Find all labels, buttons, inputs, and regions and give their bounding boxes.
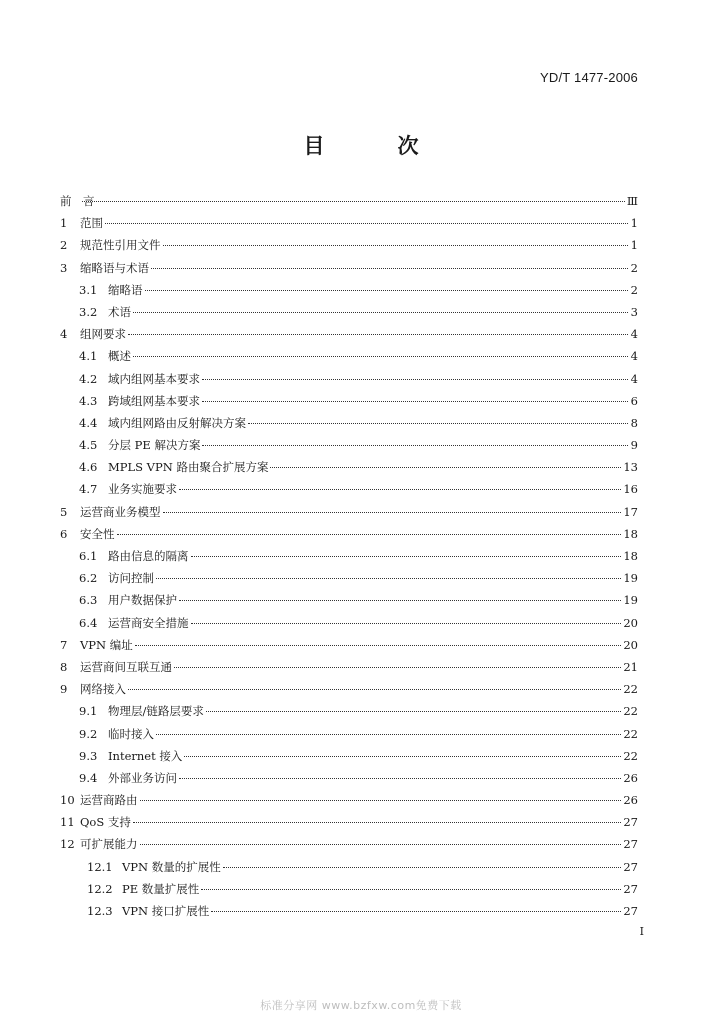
toc-entry-number: 9.2	[79, 726, 98, 741]
toc-entry-heading	[79, 615, 189, 631]
toc-dot-leader	[128, 334, 628, 335]
toc-entry-number: 12.1	[87, 859, 113, 874]
toc-entry-page: 1	[630, 238, 638, 253]
toc-dot-leader	[133, 312, 628, 313]
toc-entry-page: 18	[623, 549, 638, 563]
toc-entry-title: 物理层/链路层要求	[108, 704, 204, 719]
toc-entry-heading	[79, 348, 131, 364]
toc-entry-title: 运营商安全措施	[108, 615, 189, 630]
toc-entry-title: 缩略语与术语	[80, 260, 149, 275]
toc-entry	[60, 903, 638, 925]
toc-entry-page: 19	[623, 571, 638, 586]
toc-dot-leader	[163, 512, 622, 513]
toc-dot-leader	[156, 734, 621, 735]
toc-entry-heading	[79, 304, 131, 320]
toc-entry-number: 9	[60, 682, 68, 697]
toc-entry-number: 10	[60, 793, 75, 808]
toc-entry-heading	[60, 237, 161, 253]
toc-dot-leader	[248, 423, 628, 424]
toc-entry-title: PE 数量扩展性	[122, 881, 200, 896]
toc-entry	[60, 260, 638, 282]
toc-entry-number: 12	[60, 837, 75, 852]
toc-entry	[60, 548, 638, 570]
toc-entry	[60, 459, 638, 481]
toc-entry	[60, 504, 638, 526]
toc-entry	[60, 881, 638, 903]
toc-entry-title: 规范性引用文件	[80, 238, 161, 253]
toc-entry-page: 27	[623, 904, 638, 918]
toc-dot-leader	[202, 379, 628, 380]
toc-entry-page: 20	[623, 637, 638, 652]
toc-entry-page: 13	[623, 460, 638, 475]
toc-entry	[60, 481, 638, 503]
toc-entry-number: 9.1	[79, 704, 98, 719]
toc-dot-leader	[133, 822, 621, 823]
toc-entry-number: 8	[60, 659, 68, 674]
toc-entry-title: 访问控制	[108, 571, 154, 586]
toc-entry-page: 9	[630, 438, 638, 453]
toc-entry	[60, 348, 638, 370]
toc-entry-number: 12.3	[87, 904, 113, 918]
toc-entry-number: 4.2	[79, 371, 98, 386]
toc-entry-number: 前 言	[60, 194, 95, 208]
toc-entry-page: 4	[630, 349, 638, 364]
toc-entry	[60, 615, 638, 637]
toc-entry-heading	[60, 836, 138, 852]
toc-entry-title: 运营商业务模型	[80, 504, 161, 519]
toc-entry	[60, 193, 638, 215]
toc-dot-leader	[191, 556, 622, 557]
toc-entry-number: 4.1	[79, 349, 98, 364]
toc-entry-page: 27	[623, 859, 638, 874]
toc-entry	[60, 770, 638, 792]
toc-entry-page: 3	[630, 304, 638, 319]
toc-entry	[60, 215, 638, 237]
toc-entry-page: 17	[623, 504, 638, 519]
toc-dot-leader	[151, 268, 628, 269]
toc-entry	[60, 237, 638, 259]
toc-entry-title: QoS 支持	[80, 815, 131, 830]
toc-entry-title: MPLS VPN 路由聚合扩展方案	[108, 460, 269, 475]
toc-dot-leader	[206, 711, 621, 712]
toc-entry-number: 6.2	[79, 571, 98, 586]
toc-dot-leader	[223, 867, 622, 868]
toc-entry	[60, 836, 638, 858]
toc-entry-number: 6.1	[79, 549, 98, 563]
toc-entry-page: 6	[630, 393, 638, 408]
toc-entry-page: 1	[630, 216, 638, 231]
toc-dot-leader	[191, 623, 622, 624]
toc-entry-heading	[79, 415, 246, 431]
toc-dot-leader	[202, 445, 628, 446]
toc-dot-leader	[140, 800, 622, 801]
toc-entry-title: 域内组网路由反射解决方案	[108, 415, 246, 430]
toc-entry-number: 6	[60, 526, 68, 541]
toc-entry-heading	[87, 881, 199, 897]
toc-entry-heading	[60, 193, 95, 209]
toc-entry-heading	[60, 681, 126, 697]
toc-entry-title: Internet 接入	[108, 748, 183, 763]
toc-entry-title: 业务实施要求	[108, 482, 177, 497]
toc-entry	[60, 304, 638, 326]
toc-entry-heading	[79, 570, 154, 586]
toc-entry-page: 2	[630, 260, 638, 275]
toc-entry-title: 组网要求	[80, 327, 126, 342]
toc-entry-number: 7	[60, 637, 68, 652]
toc-entry-heading	[79, 459, 268, 475]
toc-entry-title: 术语	[108, 304, 131, 319]
toc-dot-leader	[133, 356, 628, 357]
toc-entry-number: 4	[60, 327, 68, 342]
toc-entry-number: 3.1	[79, 282, 98, 297]
toc-entry-heading	[60, 504, 161, 520]
page-number: I	[639, 925, 644, 938]
toc-dot-leader	[135, 645, 622, 646]
toc-dot-leader	[174, 667, 621, 668]
toc-entry-heading	[79, 481, 177, 497]
toc-entry-heading	[79, 437, 200, 453]
toc-entry-heading	[60, 792, 138, 808]
toc-entry-title: 域内组网基本要求	[108, 371, 200, 386]
watermark: 标准分享网 www.bzfxw.com免费下载	[260, 999, 462, 1012]
toc-entry-title: 可扩展能力	[80, 837, 138, 852]
toc-entry-number: 11	[60, 815, 75, 830]
toc-entry-heading	[60, 526, 115, 542]
toc-entry-page: 8	[630, 415, 638, 430]
toc-entry-number: 6.4	[79, 615, 98, 630]
toc-entry-number: 5	[60, 504, 68, 519]
toc-entry-number: 9.4	[79, 770, 98, 785]
toc-entry-heading	[79, 548, 189, 564]
toc-entry-heading	[79, 371, 200, 387]
toc-entry	[60, 570, 638, 592]
toc-entry-heading	[79, 703, 204, 719]
toc-entry-page: 19	[623, 593, 638, 608]
toc-entry-page: 20	[623, 615, 638, 630]
toc-entry-number: 1	[60, 216, 68, 231]
toc-entry-page: 16	[623, 482, 638, 497]
toc-entry-title: 分层 PE 解决方案	[108, 438, 201, 453]
toc-dot-leader	[201, 889, 621, 890]
toc-entry-title: 运营商路由	[80, 793, 138, 808]
toc-entry-number: 3.2	[79, 304, 98, 319]
toc-entry-page: 18	[623, 526, 638, 541]
toc-entry-heading	[79, 592, 177, 608]
toc-entry	[60, 792, 638, 814]
toc-entry-page: 26	[623, 793, 638, 808]
toc-dot-leader	[179, 778, 621, 779]
toc-entry-title: 安全性	[80, 526, 115, 541]
toc-entry-page: 27	[623, 815, 638, 830]
toc-entry-heading	[87, 859, 221, 875]
toc-entry-title: 运营商间互联互通	[80, 659, 172, 674]
toc-entry	[60, 526, 638, 548]
toc-dot-leader	[184, 756, 621, 757]
toc-entry	[60, 814, 638, 836]
toc-dot-leader	[82, 201, 625, 202]
toc-entry-page: 22	[623, 704, 638, 719]
toc-entry-heading	[79, 770, 177, 786]
toc-entry-heading	[60, 637, 133, 653]
toc-entry-number: 12.2	[87, 881, 113, 896]
toc-dot-leader	[117, 534, 622, 535]
toc-entry-page: 27	[623, 881, 638, 896]
toc-entry	[60, 326, 638, 348]
toc-entry-page: 4	[630, 371, 638, 386]
toc-entry	[60, 659, 638, 681]
toc-entry-number: 6.3	[79, 593, 98, 608]
toc-dot-leader	[179, 489, 621, 490]
toc-entry-page: 4	[630, 327, 638, 342]
toc-entry-number: 4.6	[79, 460, 98, 475]
toc-entry-title: VPN 编址	[80, 637, 133, 652]
table-of-contents	[60, 193, 638, 925]
toc-entry-title: 跨域组网基本要求	[108, 393, 200, 408]
toc-entry-title: 临时接入	[108, 726, 154, 741]
toc-dot-leader	[270, 467, 621, 468]
toc-entry-page: 22	[623, 748, 638, 763]
toc-entry-heading	[60, 215, 103, 231]
toc-entry-number: 4.3	[79, 393, 98, 408]
toc-entry-title: 路由信息的隔离	[108, 549, 189, 563]
toc-entry	[60, 282, 638, 304]
toc-entry-title: 概述	[108, 349, 131, 364]
toc-entry	[60, 592, 638, 614]
toc-entry-heading	[79, 282, 143, 298]
toc-entry-heading	[60, 814, 131, 830]
toc-entry	[60, 393, 638, 415]
toc-dot-leader	[179, 600, 621, 601]
toc-entry-heading	[79, 748, 182, 764]
toc-entry-number: 4.7	[79, 482, 98, 497]
toc-entry-heading	[60, 659, 172, 675]
toc-dot-leader	[202, 401, 628, 402]
toc-entry-heading	[60, 260, 149, 276]
toc-dot-leader	[145, 290, 629, 291]
toc-entry-number: 4.5	[79, 438, 98, 453]
toc-dot-leader	[105, 223, 628, 224]
toc-entry-heading	[60, 326, 126, 342]
toc-entry	[60, 371, 638, 393]
toc-entry	[60, 437, 638, 459]
toc-entry-page: 2	[630, 282, 638, 297]
toc-entry-page: 27	[623, 837, 638, 852]
toc-entry	[60, 726, 638, 748]
toc-entry-heading	[79, 393, 200, 409]
toc-entry-heading	[79, 726, 154, 742]
toc-entry-title: 外部业务访问	[108, 770, 177, 785]
toc-entry-page: Ⅲ	[626, 194, 638, 208]
standard-code: YD/T 1477-2006	[540, 70, 638, 85]
toc-entry-page: 22	[623, 682, 638, 697]
toc-entry-title: VPN 接口扩展性	[122, 904, 210, 918]
toc-entry-number: 9.3	[79, 748, 98, 763]
toc-entry	[60, 859, 638, 881]
toc-dot-leader	[163, 245, 629, 246]
toc-entry	[60, 415, 638, 437]
toc-entry-title: VPN 数量的扩展性	[122, 859, 221, 874]
toc-entry-number: 2	[60, 238, 68, 253]
toc-entry-page: 26	[623, 770, 638, 785]
toc-entry-title: 范围	[80, 216, 103, 231]
toc-entry	[60, 703, 638, 725]
toc-dot-leader	[140, 844, 622, 845]
toc-entry-number: 3	[60, 260, 68, 275]
toc-entry-page: 21	[623, 659, 638, 674]
toc-entry-number: 4.4	[79, 415, 98, 430]
toc-entry	[60, 637, 638, 659]
toc-entry	[60, 681, 638, 703]
page-title: 目 次	[303, 133, 445, 158]
toc-entry-title: 用户数据保护	[108, 593, 177, 608]
toc-dot-leader	[211, 911, 621, 912]
toc-entry-heading	[87, 903, 209, 919]
toc-entry-title: 网络接入	[80, 682, 126, 697]
toc-entry	[60, 748, 638, 770]
toc-dot-leader	[128, 689, 621, 690]
toc-entry-title: 缩略语	[108, 282, 143, 297]
toc-entry-page: 22	[623, 726, 638, 741]
toc-dot-leader	[156, 578, 621, 579]
